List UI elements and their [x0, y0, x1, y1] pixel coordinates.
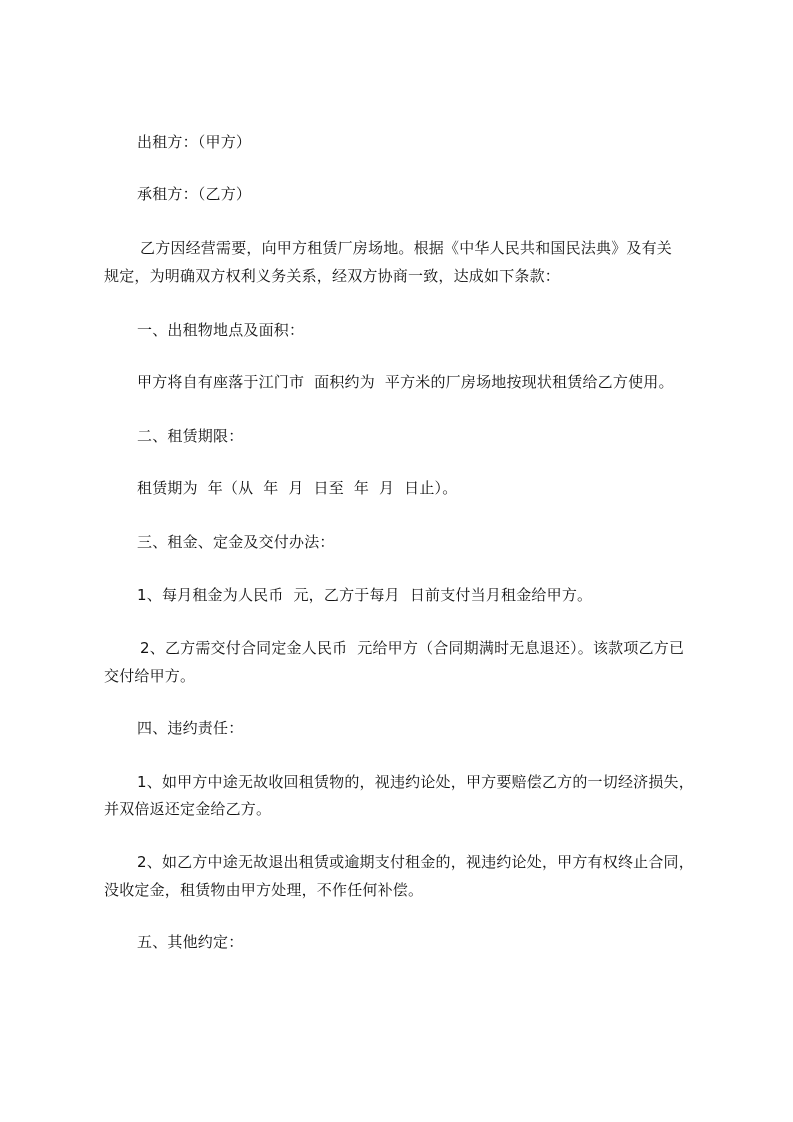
lessor-line: 出租方：（甲方）	[137, 133, 252, 151]
section-4-heading: 四、违约责任：	[137, 719, 244, 737]
intro-line-1: 乙方因经营需要，向甲方租赁厂房场地。根据《中华人民共和国民法典》及有关	[140, 239, 673, 257]
section-2-text: 租赁期为 年（从 年 月 日至 年 月 日止）。	[137, 479, 458, 497]
section-4-item-1-line-2: 并双倍返还定金给乙方。	[104, 800, 272, 818]
section-4-item-2-line-2: 没收定金，租赁物由甲方处理，不作任何补偿。	[104, 881, 424, 899]
section-4-item-2-line-1: 2、如乙方中途无故退出租赁或逾期支付租金的，视违约论处，甲方有权终止合同，	[137, 853, 694, 871]
section-4-item-1-line-1: 1、如甲方中途无故收回租赁物的，视违约论处，甲方要赔偿乙方的一切经济损失，	[137, 773, 694, 791]
section-3-heading: 三、租金、定金及交付办法：	[137, 533, 335, 551]
section-3-item-2-line-2: 交付给甲方。	[104, 667, 196, 685]
section-5-heading: 五、其他约定：	[137, 933, 244, 951]
lessee-line: 承租方：（乙方）	[137, 185, 252, 203]
section-3-item-2-line-1: 2、乙方需交付合同定金人民币 元给甲方（合同期满时无息退还）。该款项乙方已	[140, 639, 685, 657]
section-3-item-1: 1、每月租金为人民币 元，乙方于每月 日前支付当月租金给甲方。	[137, 586, 593, 604]
section-1-text: 甲方将自有座落于江门市 面积约为 平方米的厂房场地按现状租赁给乙方使用。	[137, 373, 674, 391]
section-1-heading: 一、出租物地点及面积：	[137, 321, 305, 339]
intro-line-2: 规定，为明确双方权利义务关系，经双方协商一致，达成如下条款：	[104, 267, 561, 285]
section-2-heading: 二、租赁期限：	[137, 427, 244, 445]
